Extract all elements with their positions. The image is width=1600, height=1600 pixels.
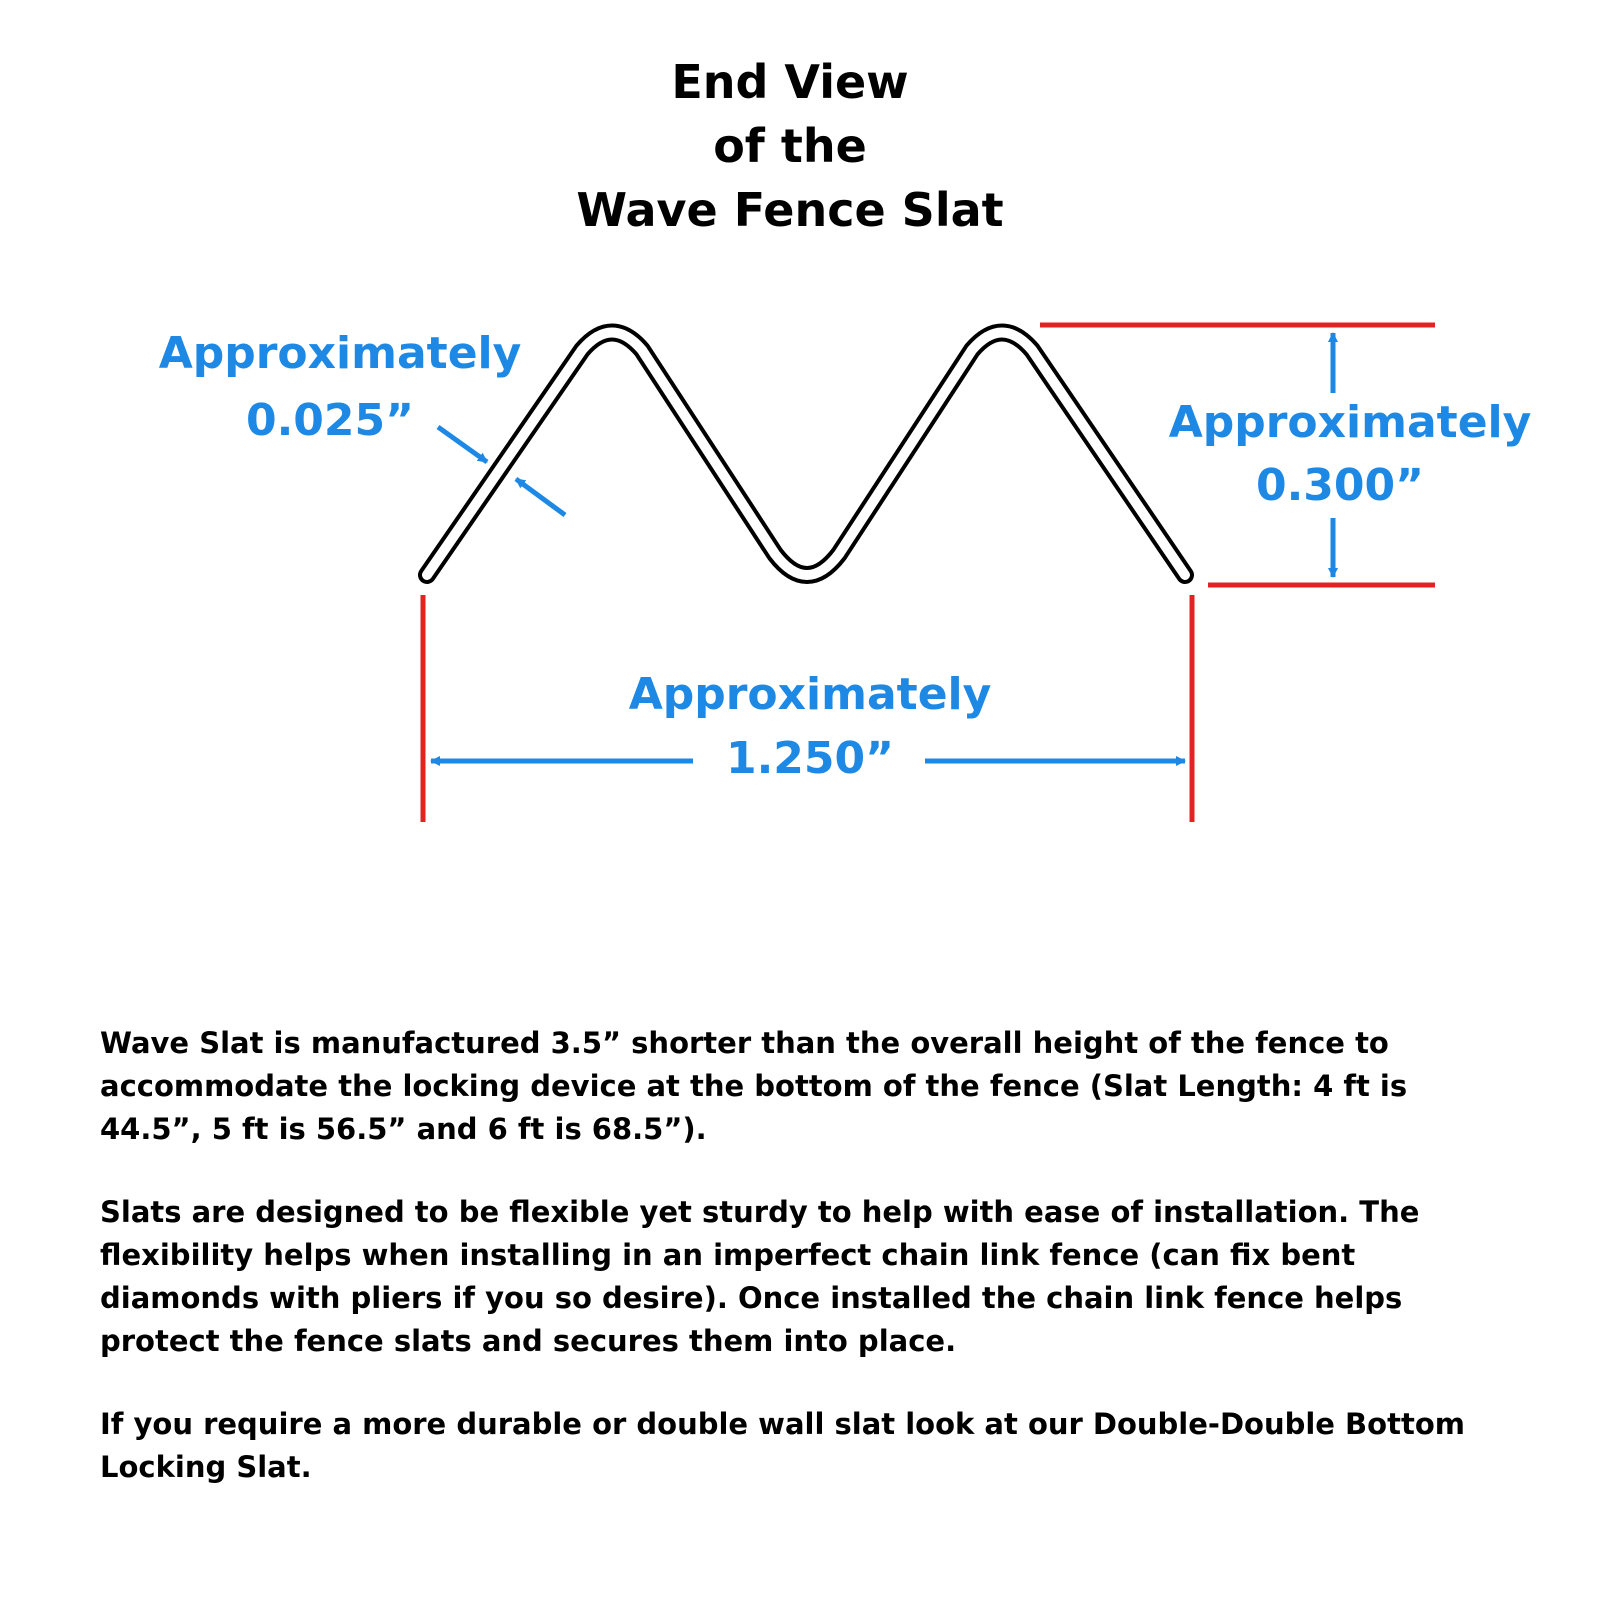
height-value: 0.300” [1255, 460, 1425, 511]
description-paragraph-length: Wave Slat is manufactured 3.5” shorter than the overall height of the fence to accommodate the locking device at the bottom of the fence (Slat Length: 4 ft is 44.5”, 5 ft is 56.5” and 6 ft is 68.5”). [100, 1026, 1408, 1146]
thickness-label: Approximately [158, 328, 522, 379]
height-label: Approximately [1168, 397, 1532, 448]
title-line-1: End View [671, 55, 909, 109]
title-line-3: Wave Fence Slat [576, 183, 1004, 237]
thickness-arrow-upper [438, 427, 487, 462]
thickness-arrow-lower [516, 479, 565, 515]
width-label: Approximately [628, 669, 992, 720]
description-paragraph-upsell: If you require a more durable or double wall slat look at our Double-Double Bottom Locking Slat. [100, 1407, 1465, 1484]
description-paragraph-flexibility: Slats are designed to be flexible yet sturdy to help with ease of installation. The flexibility helps when installing in an imperfect chain link fence (can fix bent diamonds with pliers if you so desire). Once installed the chain link fence helps protect the fence slats and secures them into place. [100, 1195, 1420, 1358]
thickness-value: 0.025” [245, 395, 415, 446]
width-value: 1.250” [725, 733, 895, 784]
wave-slat-profile [427, 333, 1185, 576]
title-line-2: of the [713, 119, 867, 173]
